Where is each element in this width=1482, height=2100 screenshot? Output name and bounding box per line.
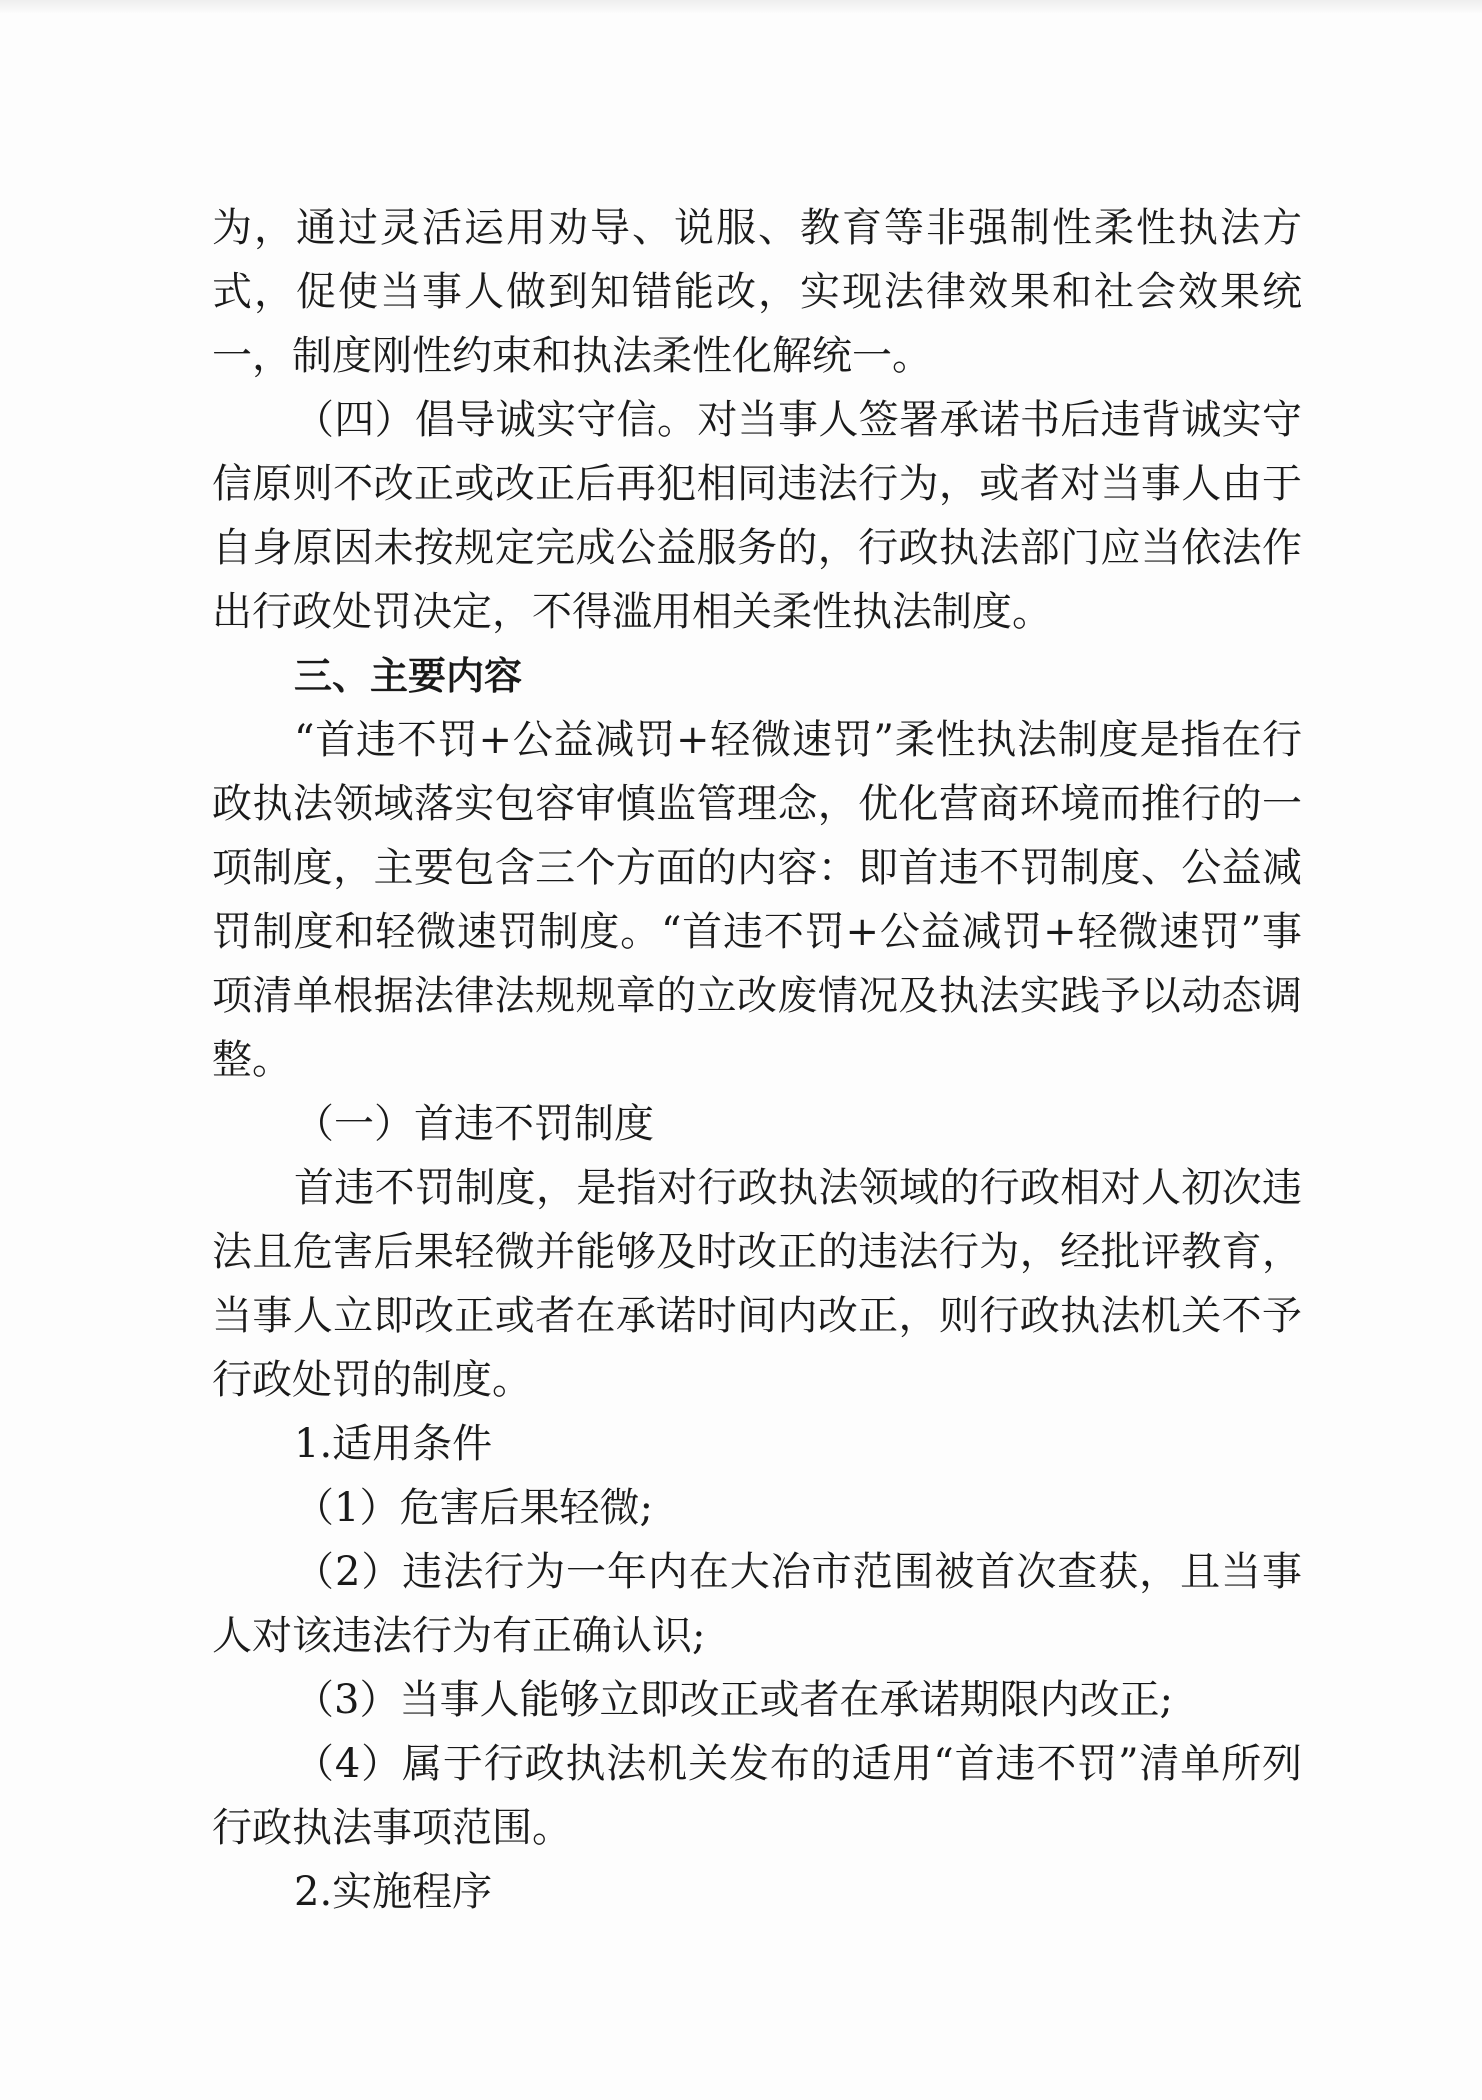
paragraph-system-overview: “首违不罚+公益减罚+轻微速罚”柔性执法制度是指在行政执法领域落实包容审慎监管理念，优化营商环境而推行的一项制度，主要包含三个方面的内容：即首违不罚制度、公益减罚制度和轻微速罚制度。“首违不罚+公益减罚+轻微速罚”事项清单根据法律法规规章的立改废情况及执法实践予以动态调整。: [212, 717, 1302, 1083]
condition-item-1: （1）危害后果轻微;: [294, 1485, 653, 1531]
condition-item-4: （4）属于行政执法机关发布的适用“首违不罚”清单所列行政执法事项范围。: [212, 1741, 1302, 1851]
paragraph-first-violation-definition: 首违不罚制度，是指对行政执法领域的行政相对人初次违法且危害后果轻微并能够及时改正的违法行为，经批评教育，当事人立即改正或者在承诺时间内改正，则行政执法机关不予行政处罚的制度。: [212, 1165, 1302, 1403]
paragraph-honesty: （四）倡导诚实守信。对当事人签署承诺书后违背诚实守信原则不改正或改正后再犯相同违法行为，或者对当事人由于自身原因未按规定完成公益服务的，行政执法部门应当依法作出行政处罚决定，不得滥用相关柔性执法制度。: [212, 397, 1302, 635]
condition-item-3: （3）当事人能够立即改正或者在承诺期限内改正;: [294, 1677, 1173, 1723]
document-body: [212, 196, 1302, 1924]
paragraph-continuation: 为，通过灵活运用劝导、说服、教育等非强制性柔性执法方式，促使当事人做到知错能改，实现法律效果和社会效果统一，制度刚性约束和执法柔性化解统一。: [212, 205, 1302, 379]
section-heading-main-content: 三、主要内容: [294, 654, 523, 698]
condition-item-2: （2）违法行为一年内在大冶市范围被首次查获，且当事人对该违法行为有正确认识;: [212, 1549, 1302, 1659]
subheading-first-violation: （一）首违不罚制度: [294, 1101, 654, 1147]
subheading-procedure: 2.实施程序: [294, 1869, 493, 1915]
scan-edge-shadow: [0, 0, 1482, 14]
subheading-conditions: 1.适用条件: [294, 1421, 493, 1467]
